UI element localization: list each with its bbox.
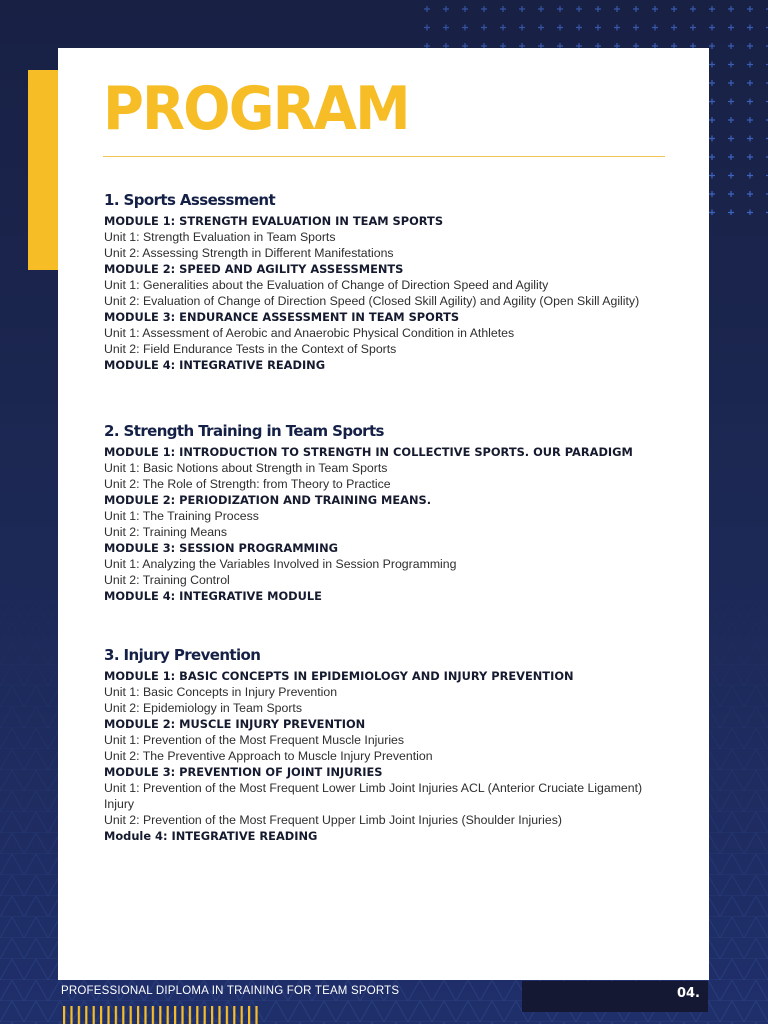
unit-item: Unit 1: Basic Concepts in Injury Prevention (104, 685, 338, 699)
section-sports-assessment (104, 190, 664, 373)
unit-item: Unit 2: Evaluation of Change of Direction Speed (Closed Skill Agility) and Agility (Open Skill Agility) (104, 294, 640, 308)
module-heading: MODULE 1: STRENGTH EVALUATION IN TEAM SPORTS (104, 214, 444, 228)
module-heading: MODULE 3: PREVENTION OF JOINT INJURIES (104, 765, 383, 779)
module-heading: MODULE 2: MUSCLE INJURY PREVENTION (104, 717, 366, 731)
section-strength-training (104, 421, 664, 604)
unit-item: Unit 2: Field Endurance Tests in the Context of Sports (104, 342, 397, 356)
page-number-box (522, 981, 708, 1012)
section-injury-prevention (104, 645, 664, 844)
section-lines (104, 213, 664, 373)
module-heading: MODULE 2: PERIODIZATION AND TRAINING MEANS. (104, 493, 432, 507)
module-heading: MODULE 4: INTEGRATIVE READING (104, 358, 326, 372)
unit-item: Unit 1: Prevention of the Most Frequent Muscle Injuries (104, 733, 405, 747)
unit-item: Unit 2: Prevention of the Most Frequent Upper Limb Joint Injuries (Shoulder Injuries) (104, 813, 562, 827)
module-heading: MODULE 3: SESSION PROGRAMMING (104, 541, 339, 555)
section-lines (104, 668, 664, 844)
tick-decoration (62, 1004, 262, 1024)
unit-item: Unit 1: Strength Evaluation in Team Sports (104, 230, 336, 244)
unit-item: Unit 2: Epidemiology in Team Sports (104, 701, 302, 715)
unit-item: Unit 1: Prevention of the Most Frequent Lower Limb Joint Injuries ACL (Anterior Cruciate Ligament) Injury (104, 781, 643, 811)
module-heading: MODULE 4: INTEGRATIVE MODULE (104, 589, 322, 603)
unit-item: Unit 1: Analyzing the Variables Involved in Session Programming (104, 557, 457, 571)
page-title: PROGRAM (103, 74, 409, 144)
section-title: 2. Strength Training in Team Sports (104, 422, 384, 440)
title-divider (103, 156, 665, 157)
unit-item: Unit 1: Basic Notions about Strength in Team Sports (104, 461, 388, 475)
footer-program-name: PROFESSIONAL DIPLOMA IN TRAINING FOR TEAM SPORTS (61, 985, 400, 997)
unit-item: Unit 2: Assessing Strength in Different Manifestations (104, 246, 394, 260)
unit-item: Unit 1: Assessment of Aerobic and Anaerobic Physical Condition in Athletes (104, 326, 515, 340)
section-lines (104, 444, 664, 604)
module-heading: MODULE 1: INTRODUCTION TO STRENGTH IN COLLECTIVE SPORTS. OUR PARADIGM (104, 445, 633, 459)
section-title: 3. Injury Prevention (104, 646, 261, 664)
unit-item: Unit 2: The Preventive Approach to Muscle Injury Prevention (104, 749, 433, 763)
accent-bar (28, 70, 60, 270)
module-heading: MODULE 3: ENDURANCE ASSESSMENT IN TEAM SPORTS (104, 310, 460, 324)
module-heading: Module 4: INTEGRATIVE READING (104, 829, 318, 843)
module-heading: MODULE 2: SPEED AND AGILITY ASSESSMENTS (104, 262, 404, 276)
unit-item: Unit 2: Training Control (104, 573, 230, 587)
unit-item: Unit 2: The Role of Strength: from Theory to Practice (104, 477, 391, 491)
unit-item: Unit 1: The Training Process (104, 509, 259, 523)
unit-item: Unit 2: Training Means (104, 525, 228, 539)
section-title: 1. Sports Assessment (104, 191, 276, 209)
page-number: 04. (676, 986, 700, 1001)
module-heading: MODULE 1: BASIC CONCEPTS IN EPIDEMIOLOGY AND INJURY PREVENTION (104, 669, 574, 683)
unit-item: Unit 1: Generalities about the Evaluation of Change of Direction Speed and Agility (104, 278, 549, 292)
